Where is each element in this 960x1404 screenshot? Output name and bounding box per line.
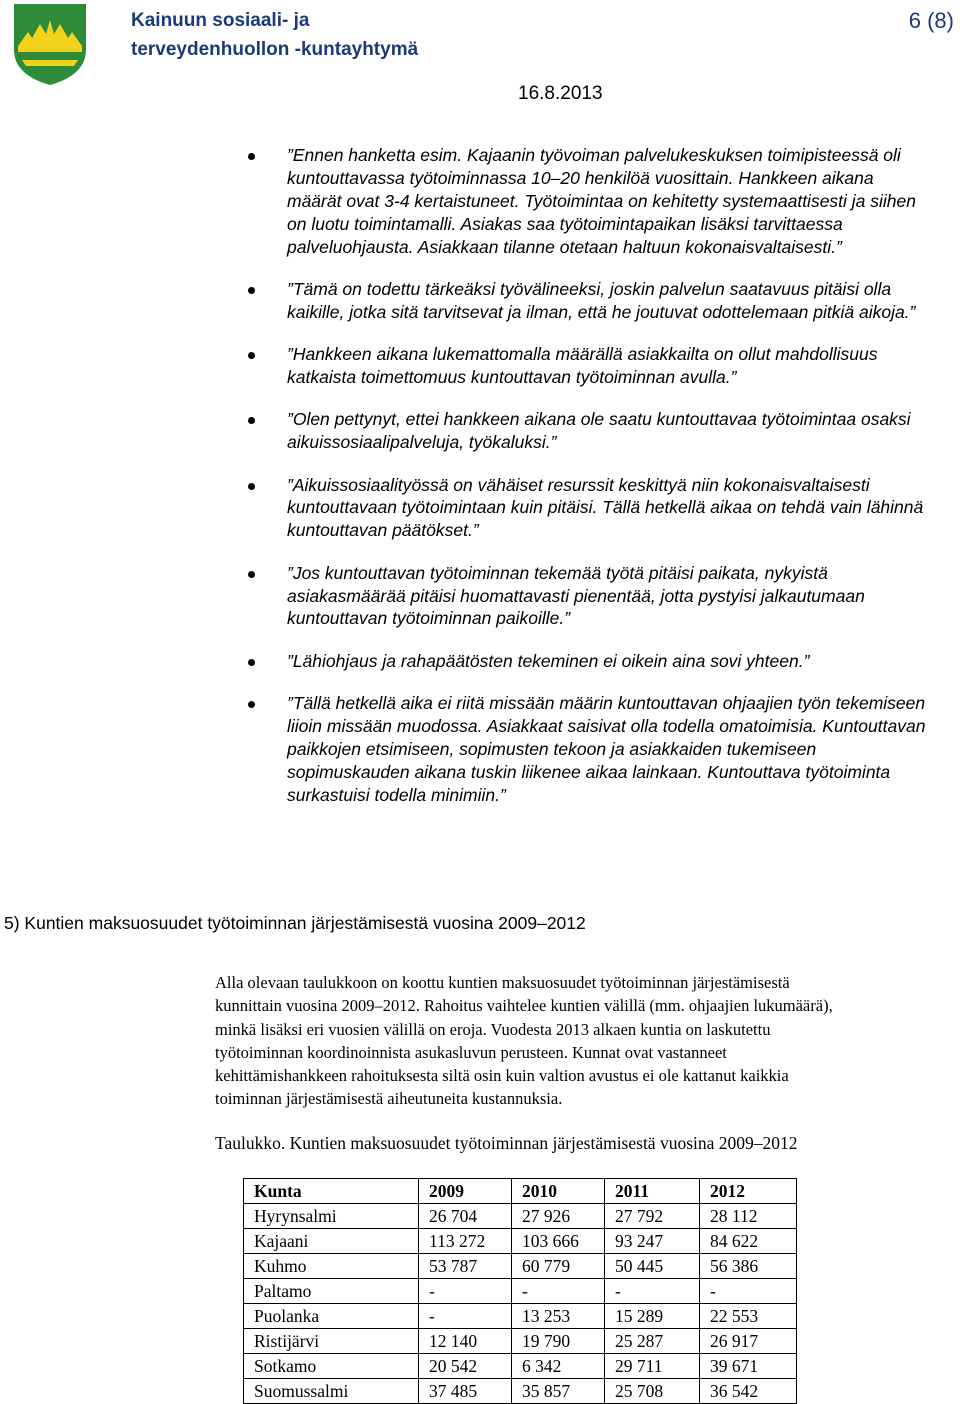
table-cell: 37 485 — [419, 1379, 512, 1404]
bullet-icon — [248, 483, 255, 490]
table-cell: 26 704 — [419, 1204, 512, 1229]
table-cell: - — [700, 1279, 797, 1304]
table-cell: 22 553 — [700, 1304, 797, 1329]
table-cell: Ristijärvi — [244, 1329, 419, 1354]
table-cell: 93 247 — [605, 1229, 700, 1254]
table-row — [244, 1329, 797, 1354]
quote-item — [246, 650, 926, 673]
table-cell: 20 542 — [419, 1354, 512, 1379]
quote-text: ”Lähiohjaus ja rahapäätösten tekeminen ei oikein aina sovi yhteen.” — [287, 650, 810, 671]
bullet-icon — [248, 701, 255, 708]
intro-line: Alla olevaan taulukkoon on koottu kuntien maksuosuudet työtoiminnan järjestämisestä — [215, 973, 790, 992]
quote-item — [246, 343, 926, 389]
column-header: 2010 — [512, 1179, 605, 1204]
quote-item — [246, 692, 926, 807]
kainuu-coat-of-arms-icon — [12, 2, 88, 86]
table-cell: 28 112 — [700, 1204, 797, 1229]
quote-item — [246, 474, 926, 543]
table-cell: 56 386 — [700, 1254, 797, 1279]
table-cell: Puolanka — [244, 1304, 419, 1329]
column-header: 2012 — [700, 1179, 797, 1204]
table-caption: Taulukko. Kuntien maksuosuudet työtoiminnan järjestämisestä vuosina 2009–2012 — [215, 1133, 798, 1153]
table-row — [244, 1379, 797, 1404]
table-cell: 50 445 — [605, 1254, 700, 1279]
table-cell: 27 926 — [512, 1204, 605, 1229]
table-cell: 6 342 — [512, 1354, 605, 1379]
quote-item — [246, 278, 926, 324]
table-cell: 25 287 — [605, 1329, 700, 1354]
table-row — [244, 1354, 797, 1379]
quote-text: ”Aikuissosiaalityössä on vähäiset resurssit keskittyä niin kokonaisvaltaisesti kuntouttavaan työtoimintaan kuin pitäisi. Tällä hetkellä aikaa on tehdä vain lähinnä kuntouttavan päätökset.” — [287, 474, 924, 541]
quote-text: ”Tällä hetkellä aika ei riitä missään määrin kuntouttavan ohjaajien työn tekemiseen liioin missään muodossa. Asiakkaat saisivat olla todella omatoimisia. Kuntouttavan paikkojen etsimiseen, sopimusten tekoon ja asiakkaiden tukemiseen sopimuskauden aikana tuskin liikenee aikaa lainkaan. Kuntouttava työtoiminta surkastuisi todella minimiin.” — [287, 693, 926, 805]
table-cell: - — [605, 1279, 700, 1304]
table-row — [244, 1279, 797, 1304]
quote-list — [246, 144, 926, 826]
quote-item — [246, 144, 926, 259]
bullet-icon — [248, 352, 255, 359]
payment-table — [243, 1178, 797, 1404]
table-cell: - — [419, 1279, 512, 1304]
intro-paragraph — [215, 971, 953, 1111]
quote-item — [246, 408, 926, 454]
table-cell: 53 787 — [419, 1254, 512, 1279]
column-header: 2011 — [605, 1179, 700, 1204]
page-number: 6 (8) — [908, 8, 954, 33]
intro-line: kehittämishankkeen rahoituksesta siltä osin kuin valtion avustus ei ole kattanut kaikkia — [215, 1066, 789, 1086]
bullet-icon — [248, 153, 255, 160]
intro-line: minkä lisäksi eri vuosien välillä on eroja. Vuodesta 2013 alkaen kuntia on laskutettu — [215, 1019, 771, 1039]
bullet-icon — [248, 417, 255, 424]
table-header-row — [244, 1179, 797, 1204]
table-row — [244, 1204, 797, 1229]
organization-name — [131, 6, 418, 64]
table-cell: 12 140 — [419, 1329, 512, 1354]
intro-line: kunnittain vuosina 2009–2012. Rahoitus vaihtelee kuntien välillä (mm. ohjaajien lukumäärä), — [215, 996, 833, 1016]
bullet-icon — [248, 571, 255, 578]
quote-text: ”Tämä on todettu tärkeäksi työvälineeksi, joskin palvelun saatavuus pitäisi olla kaikille, jotka sitä tarvitsevat ja ilman, että he joutuvat odottelemaan pitkiä aikoja.” — [287, 278, 916, 322]
table-cell: 26 917 — [700, 1329, 797, 1354]
table-cell: 25 708 — [605, 1379, 700, 1404]
table-cell: 35 857 — [512, 1379, 605, 1404]
table-cell: 84 622 — [700, 1229, 797, 1254]
table-cell: 13 253 — [512, 1304, 605, 1329]
table-cell: 113 272 — [419, 1229, 512, 1254]
quote-text: ”Ennen hanketta esim. Kajaanin työvoiman palvelukeskuksen toimipisteessä oli kuntouttavassa työtoiminnassa 10–20 henkilöä vuosittain. Hankkeen aikana määrät ovat 3-4 kertaistuneet. Työtoimintaa on kehitetty systemaattisesti ja siihen on luotu toimintamalli. Asiakas saa työtoimintapaikan lisäksi tarvittaessa palveluohjausta. Asiakkaan tilanne otetaan haltuun kokonaisvaltaisesti.” — [287, 145, 917, 257]
column-header: Kunta — [244, 1179, 419, 1204]
table-cell: Paltamo — [244, 1279, 419, 1304]
table-cell: 36 542 — [700, 1379, 797, 1404]
section-heading: 5) Kuntien maksuosuudet työtoiminnan järjestämisestä vuosina 2009–2012 — [4, 913, 586, 933]
quote-text: ”Hankkeen aikana lukemattomalla määrällä asiakkailta on ollut mahdollisuus katkaista toimettomuus kuntouttavan työtoiminnan avulla.” — [287, 344, 878, 388]
table-cell: 27 792 — [605, 1204, 700, 1229]
quote-text: ”Jos kuntouttavan työtoiminnan tekemää työtä pitäisi paikata, nykyistä asiakasmäärää pitäisi huomattavasti pienentää, jotta pystyisi jalkautumaan kuntouttavan työtoiminnan paikoille.” — [287, 562, 865, 629]
table-row — [244, 1304, 797, 1329]
table-cell: Suomussalmi — [244, 1379, 419, 1404]
table-cell: 15 289 — [605, 1304, 700, 1329]
table-cell: Hyrynsalmi — [244, 1204, 419, 1229]
quote-item — [246, 562, 926, 631]
table-cell: - — [419, 1304, 512, 1329]
bullet-icon — [248, 659, 255, 666]
table-cell: - — [512, 1279, 605, 1304]
quote-text: ”Olen pettynyt, ettei hankkeen aikana ole saatu kuntouttavaa työtoimintaa osaksi aikuissosiaalipalveluja, työkaluksi.” — [287, 409, 911, 453]
document-date: 16.8.2013 — [518, 83, 603, 104]
table-row — [244, 1229, 797, 1254]
table-cell: 29 711 — [605, 1354, 700, 1379]
intro-line: toiminnan järjestämisestä aiheutuneita kustannuksia. — [215, 1089, 563, 1109]
table-row — [244, 1254, 797, 1279]
organization-name-line-2: terveydenhuollon -kuntayhtymä — [131, 39, 419, 60]
table-cell: 60 779 — [512, 1254, 605, 1279]
bullet-icon — [248, 287, 255, 294]
column-header: 2009 — [419, 1179, 512, 1204]
table-cell: Sotkamo — [244, 1354, 419, 1379]
table-cell: 19 790 — [512, 1329, 605, 1354]
organization-name-line-1: Kainuun sosiaali- ja — [131, 10, 310, 31]
table-cell: Kajaani — [244, 1229, 419, 1254]
table-cell: 103 666 — [512, 1229, 605, 1254]
intro-line: työtoiminnan koordinoinnista asukasluvun perusteen. Kunnat ovat vastanneet — [215, 1042, 727, 1062]
table-cell: Kuhmo — [244, 1254, 419, 1279]
table-cell: 39 671 — [700, 1354, 797, 1379]
